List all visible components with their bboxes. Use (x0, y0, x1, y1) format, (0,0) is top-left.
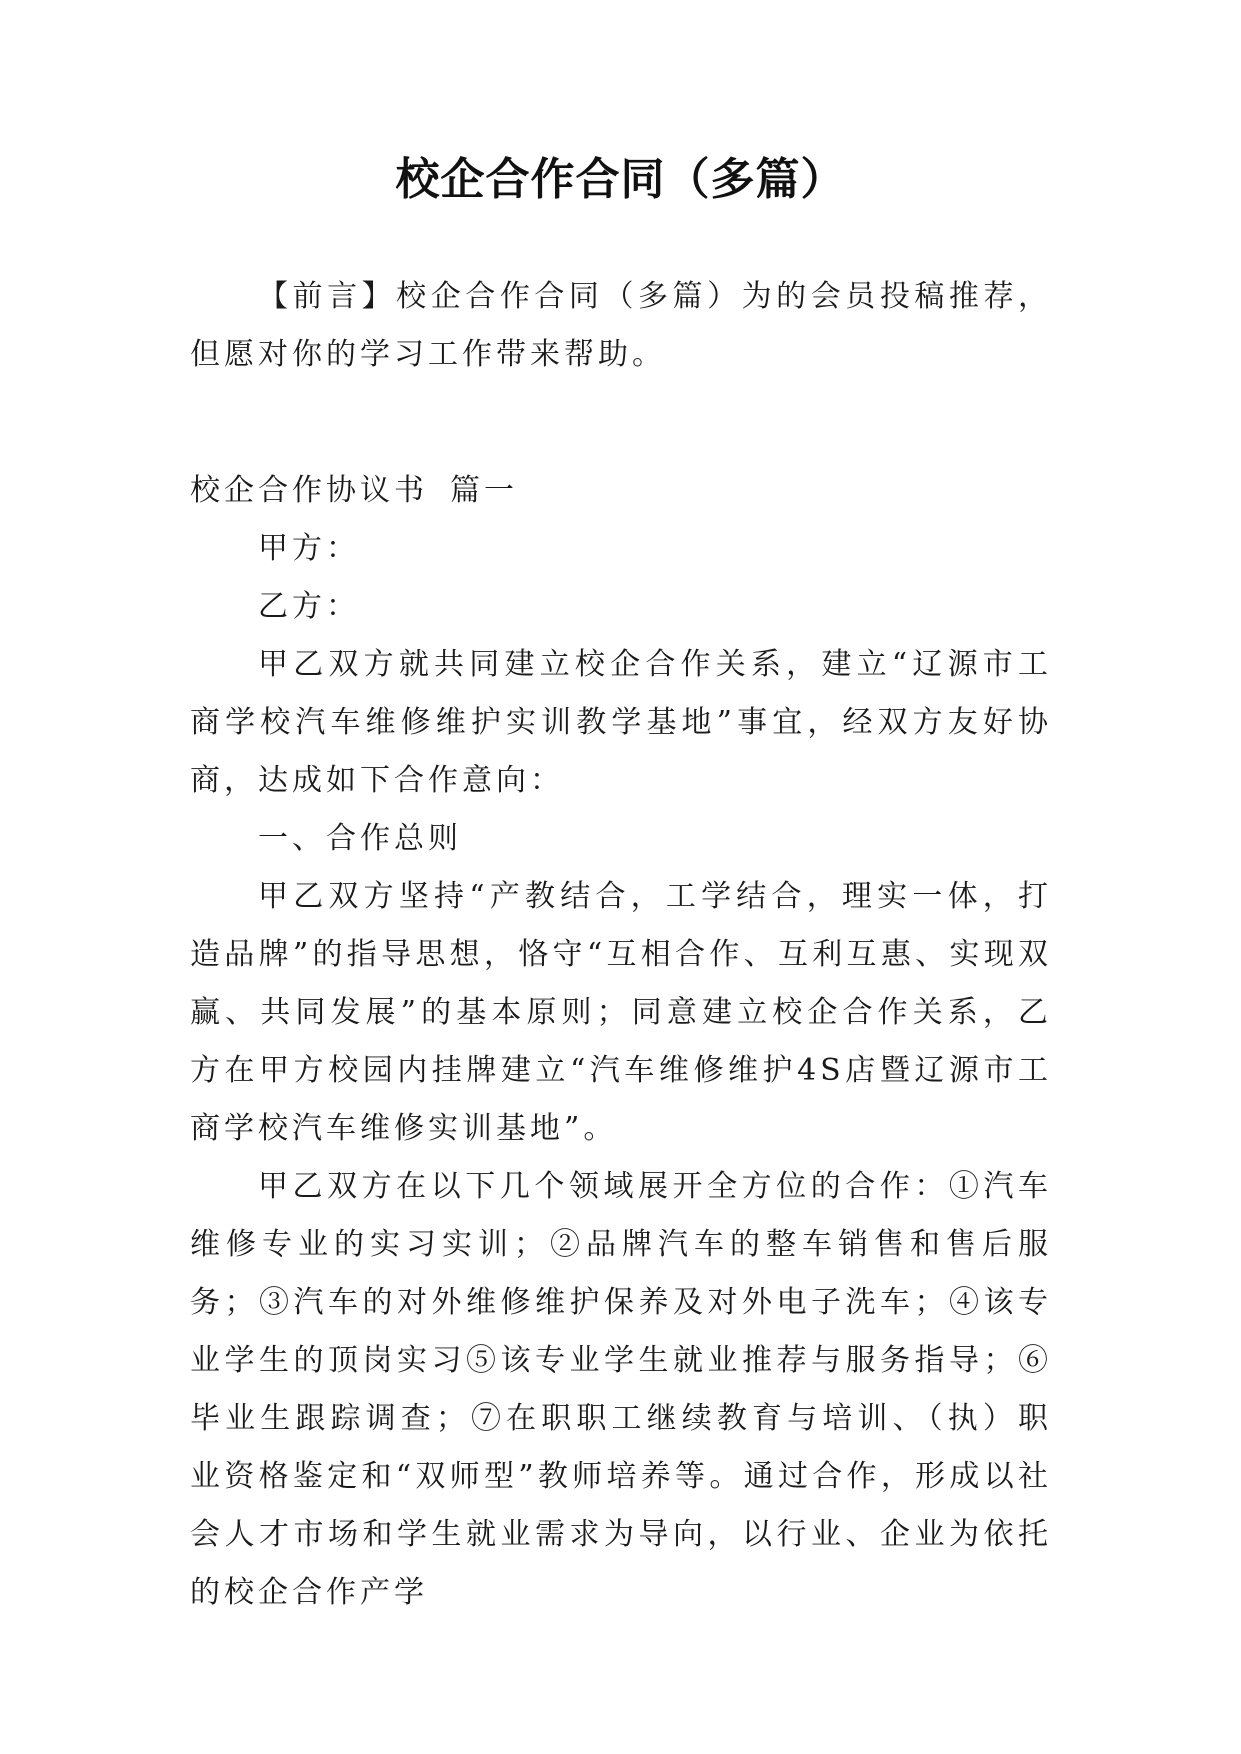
section-number: 篇一 (450, 473, 518, 508)
document-title: 校企合作合同（多篇） (395, 154, 846, 205)
section-title: 校企合作协议书 (190, 473, 428, 508)
preface-paragraph: 【前言】校企合作合同（多篇）为的会员投稿推荐，但愿对你的学习工作带来帮助。 (190, 279, 1052, 372)
party-b-line: 乙方： (258, 589, 360, 624)
intro-paragraph: 甲乙双方就共同建立校企合作关系，建立“辽源市工商学校汽车维修维护实训教学基地”事宜，经双方友好协商，达成如下合作意向： (190, 647, 1052, 798)
article-heading: 一、合作总则 (258, 821, 462, 856)
section-heading (190, 462, 1052, 520)
preface-block (190, 268, 1052, 384)
principles-paragraph: 甲乙双方坚持“产教结合，工学结合，理实一体，打造品牌”的指导思想，恪守“互相合作、互利互惠、实现双赢、共同发展”的基本原则；同意建立校企合作关系，乙方在甲方校园内挂牌建立“汽车维修维护4S店暨辽源市工商学校汽车维修实训基地”。 (190, 879, 1052, 1146)
party-a-line: 甲方： (258, 531, 360, 566)
contract-body (190, 520, 1052, 1622)
cooperation-fields-paragraph: 甲乙双方在以下几个领域展开全方位的合作：①汽车维修专业的实习实训；②品牌汽车的整车销售和售后服务；③汽车的对外维修维护保养及对外电子洗车；④该专业学生的顶岗实习⑤该专业学生就业推荐与服务指导；⑥毕业生跟踪调查；⑦在职职工继续教育与培训、（执）职业资格鉴定和“双师型”教师培养等。通过合作，形成以社会人才市场和学生就业需求为导向，以行业、企业为依托的校企合作产学 (190, 1169, 1052, 1610)
